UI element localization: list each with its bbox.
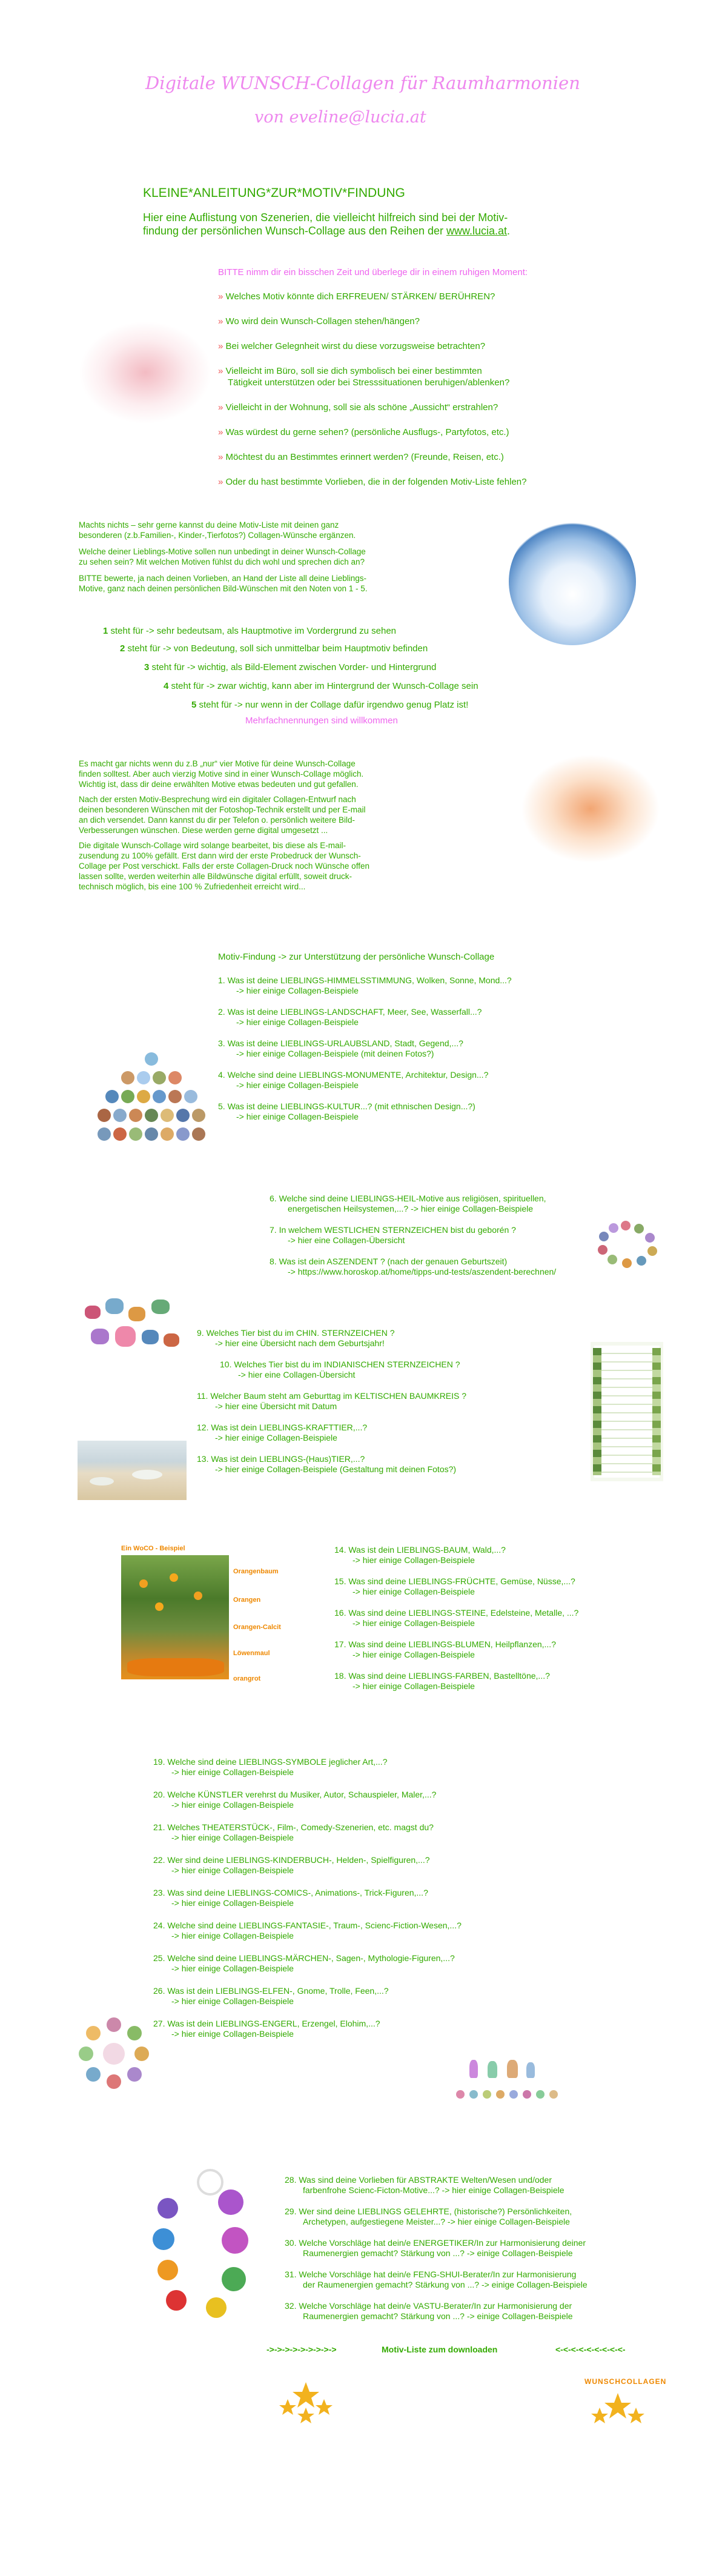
list-item: 17. Was sind deine LIEBLINGS-BLUMEN, Heilpflanzen,...? -> hier einige Collagen-Beispiele — [334, 1639, 674, 1660]
list-item: 1. Was ist deine LIEBLINGS-HIMMELSSTIMMUNG, Wolken, Sonne, Mond...? -> hier einige Collagen-Beispiele — [218, 975, 642, 996]
list-item: 3. Was ist deine LIEBLINGS-URLAUBSLAND, Stadt, Gegend,...? -> hier einige Collagen-Beispiele (mit deinen Fotos?) — [218, 1038, 642, 1059]
rating-2: 2 steht für -> von Bedeutung, soll sich unmittelbar beim Hauptmotiv befinden — [120, 643, 428, 654]
sky-globe-image — [509, 518, 636, 645]
list-item: 31. Welche Vorschläge hat dein/e FENG-SHUI-Berater/In zur Harmonisierung der Raumenergien gemacht? Stärkung von ...? -> einige Collagen-Beispiele — [285, 2269, 672, 2290]
icon-pyramid-image — [91, 1051, 212, 1154]
list-item: 27. Was ist dein LIEBLINGS-ENGERL, Erzengel, Elohim,...? -> hier einige Collagen-Beispiele — [153, 2019, 577, 2039]
list-item: 12. Was ist dein LIEBLINGS-KRAFTTIER,...? -> hier einige Collagen-Beispiele — [197, 1422, 584, 1443]
list-item: 8. Was ist dein ASZENDENT ? (nach der genauen Geburtszeit) -> https://www.horoskop.at/home/tipps-und-tests/aszendent-berechnen/ — [270, 1256, 669, 1277]
examples-link[interactable]: -> hier einige Collagen-Beispiele — [171, 1833, 294, 1842]
examples-link[interactable]: -> hier einige Collagen-Beispiele — [353, 1681, 475, 1691]
list-item: 22. Wer sind deine LIEBLINGS-KINDERBUCH-, Helden-, Spielfiguren,...? -> hier einige Collagen-Beispiele — [153, 1855, 577, 1876]
examples-link[interactable]: -> hier einige Collagen-Beispiele — [236, 986, 359, 995]
download-link[interactable]: Motiv-Liste zum downloaden — [382, 2345, 498, 2354]
examples-link[interactable]: -> hier einige Collagen-Beispiele — [353, 1618, 475, 1628]
list-item: 18. Was sind deine LIEBLINGS-FARBEN, Bastelltöne,...? -> hier einige Collagen-Beispiele — [334, 1671, 674, 1691]
examples-link[interactable]: -> hier eine Übersicht mit Datum — [215, 1401, 337, 1411]
horoskop-link[interactable]: -> https://www.horoskop.at/home/tipps-und-tests/aszendent-berechnen/ — [288, 1267, 557, 1276]
list-item: 16. Was sind deine LIEBLINGS-STEINE, Edelsteine, Metalle, ...? -> hier einige Collagen-Beispiele — [334, 1608, 674, 1628]
question-item: » Vielleicht im Büro, soll sie dich symbolisch bei einer bestimmten Tätigkeit unterstützen oder bei Stresssituationen beruhigen/ablenken? — [218, 366, 510, 388]
list-item: 13. Was ist dein LIEBLINGS-(Haus)TIER,...? -> hier einige Collagen-Beispiele (Gestaltung mit deinen Fotos?) — [197, 1454, 584, 1475]
examples-link[interactable]: -> hier einige Collagen-Beispiele — [353, 1587, 475, 1596]
question-item: » Was würdest du gerne sehen? (persönliche Ausflugs-, Partyfotos, etc.) — [218, 427, 509, 437]
list-item: 7. In welchem WESTLICHEN STERNZEICHEN bist du geborén ? -> hier eine Collagen-Übersicht — [270, 1225, 669, 1246]
woco-label: Löwenmaul — [233, 1650, 270, 1657]
motiv-list-c — [197, 1328, 584, 1475]
list-item: 23. Was sind deine LIEBLINGS-COMICS-, Animations-, Trick-Figuren,...? -> hier einige Collagen-Beispiele — [153, 1888, 577, 1908]
list-item: 26. Was ist dein LIEBLINGS-ELFEN-, Gnome, Trolle, Feen,...? -> hier einige Collagen-Beispiele — [153, 1986, 577, 2007]
questions-list — [218, 291, 690, 501]
examples-link[interactable]: -> hier einige Collagen-Beispiele — [171, 1996, 294, 2006]
header-email: von eveline@lucia.at — [254, 108, 426, 127]
rating-1: 1 steht für -> sehr bedeutsam, als Hauptmotive im Vordergrund zu sehen — [103, 626, 397, 636]
list-item: 10. Welches Tier bist du im INDIANISCHEN STERNZEICHEN ? -> hier eine Collagen-Übersicht — [197, 1359, 584, 1380]
page-title: KLEINE*ANLEITUNG*ZUR*MOTIV*FINDUNG — [143, 186, 405, 200]
list-item: 9. Welches Tier bist du im CHIN. STERNZEICHEN ? -> hier eine Übersicht nach dem Geburtsjahr! — [197, 1328, 584, 1349]
examples-link[interactable]: -> hier einige Collagen-Beispiele (mit deinen Fotos?) — [236, 1049, 434, 1058]
notes-block: Machts nichts – sehr gerne kannst du deine Motiv-Liste mit deinen ganz besonderen (z.b.Familien-, Kinder-,Tierfotos?) Collagen-Wünsche ergänzen. Welche deiner Lieblings-Motive sollen nun unbedingt in deiner Wunsch-Collage zu sehen sein? Mit welchen Motiven fühlst du dich wohl und sprechen dich an? BITTE bewerte, ja nach deinen Vorlieben, an Hand der Liste all deine Lieblings- Motive, ganz nach deinen persönlichen Bild-Wünschen mit den Noten von 1 - 5. — [79, 520, 368, 593]
question-item: » Oder du hast bestimmte Vorlieben, die in der folgenden Motiv-Liste fehlen? — [218, 477, 527, 487]
examples-link[interactable]: -> hier einige Collagen-Beispiele — [171, 2029, 294, 2039]
examples-link[interactable]: -> hier eine Collagen-Übersicht — [238, 1370, 356, 1379]
list-item: 15. Was sind deine LIEBLINGS-FRÜCHTE, Gemüse, Nüsse,...? -> hier einige Collagen-Beispiele — [334, 1576, 674, 1597]
examples-link[interactable]: energetischen Heilsystemen,...? -> hier einige Collagen-Beispiele — [288, 1204, 534, 1213]
list-item: 29. Wer sind deine LIEBLINGS GELEHRTE, (historische?) Persönlichkeiten, Archetypen, aufgestiegene Meister...? -> hier einige Collagen-Beispiele — [285, 2206, 672, 2227]
question-item: » Möchtest du an Bestimmtes erinnert werden? (Freunde, Reisen, etc.) — [218, 452, 504, 462]
list-item: 19. Welche sind deine LIEBLINGS-SYMBOLE jeglicher Art,...? -> hier einige Collagen-Beispiele — [153, 1757, 577, 1778]
lucia-link[interactable]: www.lucia.at — [446, 225, 508, 237]
motiv-list-a — [218, 975, 642, 1122]
examples-link[interactable]: -> hier einige Collagen-Beispiele — [171, 1800, 294, 1810]
question-item: » Bei welcher Gelegnheit wirst du diese vorzugsweise betrachten? — [218, 341, 486, 351]
woco-label: Orangen-Calcit — [233, 1624, 281, 1631]
list-item: 25. Welche sind deine LIEBLINGS-MÄRCHEN-, Sagen-, Mythologie-Figuren,...? -> hier einige Collagen-Beispiele — [153, 1953, 577, 1974]
list-item: 21. Welches THEATERSTÜCK-, Film-, Comedy-Szenerien, etc. magst du? -> hier einige Collagen-Beispiele — [153, 1822, 577, 1843]
celtic-tree-chart-image — [591, 1342, 663, 1481]
list-item: 32. Welche Vorschläge hat dein/e VASTU-Berater/In zur Harmonisierung der Raumenergien gemacht? Stärkung von ...? -> einige Collagen-Beispiele — [285, 2301, 672, 2322]
examples-link[interactable]: -> hier eine Übersicht nach dem Geburtsjahr! — [215, 1338, 385, 1348]
examples-link[interactable]: -> hier einige Collagen-Beispiele — [171, 1767, 294, 1777]
list-item: 4. Welche sind deine LIEBLINGS-MONUMENTE, Architektur, Design...? -> hier einige Collagen-Beispiele — [218, 1070, 642, 1090]
rating-3: 3 steht für -> wichtig, als Bild-Element zwischen Vorder- und Hintergrund — [144, 662, 437, 672]
woco-title: Ein WoCO - Beispiel — [121, 1545, 185, 1552]
question-item: » Vielleicht in der Wohnung, soll sie als schöne „Aussicht“ erstrahlen? — [218, 402, 498, 413]
chakra-symbols-image — [151, 2169, 266, 2320]
ratings-note: Mehrfachnennungen sind willkommen — [245, 715, 398, 726]
examples-link[interactable]: Archetypen, aufgestiegene Meister...? -> hier einige Collagen-Beispiele — [303, 2217, 570, 2226]
list-item: 6. Welche sind deine LIEBLINGS-HEIL-Motive aus religiösen, spirituellen, energetischen Heilsystemen,...? -> hier einige Collagen-Beispiele — [270, 1193, 669, 1214]
list-item: 20. Welche KÜNSTLER verehrst du Musiker, Autor, Schauspieler, Maler,...? -> hier einige Collagen-Beispiele — [153, 1790, 577, 1810]
woco-collage-image — [121, 1555, 229, 1679]
questions-lead: BITTE nimm dir ein bisschen Zeit und überlege dir in einem ruhigen Moment: — [218, 267, 528, 277]
flower-circle-image — [78, 2017, 150, 2090]
motiv-list-e — [153, 1757, 577, 2039]
list-item: 14. Was ist dein LIEBLINGS-BAUM, Wald,...? -> hier einige Collagen-Beispiele — [334, 1545, 674, 1565]
question-item: » Wo wird dein Wunsch-Collagen stehen/hängen? — [218, 316, 420, 327]
examples-link[interactable]: -> hier einige Collagen-Beispiele — [236, 1112, 359, 1121]
list-item: 2. Was ist deine LIEBLINGS-LANDSCHAFT, Meer, See, Wasserfall...? -> hier einige Collagen-Beispiele — [218, 1007, 642, 1027]
pink-cloud-image — [79, 321, 212, 424]
list-item: 28. Was sind deine Vorlieben für ABSTRAKTE Welten/Wesen und/oder farbenfrohe Scienc-Ficton-Motive...? -> hier einige Collagen-Beispiele — [285, 2175, 672, 2196]
list-item: 11. Welcher Baum steht am Geburttag im KELTISCHEN BAUMKREIS ? -> hier eine Übersicht mit Datum — [197, 1391, 584, 1412]
examples-link[interactable]: farbenfrohe Scienc-Ficton-Motive...? -> hier einige Collagen-Beispiele — [303, 2185, 564, 2195]
examples-link[interactable]: -> hier einige Collagen-Beispiele — [171, 1964, 294, 1973]
wunschcollagen-logo — [584, 2375, 667, 2429]
examples-link[interactable]: -> hier einige Collagen-Beispiele — [353, 1555, 475, 1565]
examples-link[interactable]: -> hier eine Collagen-Übersicht — [288, 1235, 405, 1245]
rating-5: 5 steht für -> nur wenn in der Collage dafür irgendwo genug Platz ist! — [191, 700, 469, 710]
examples-link[interactable]: Raumenergien gemacht? Stärkung von ...? -> einige Collagen-Beispiele — [303, 2311, 573, 2321]
beach-photo-image — [78, 1441, 187, 1500]
info-block: Es macht gar nichts wenn du z.B „nur“ vier Motive für deine Wunsch-Collage finden solltest. Aber auch vierzig Motive sind in einer Wunsch-Collage möglich. Wichtig ist, dass dir deine erwählten Motive etwas bedeuten und gut gefallen. Nach der ersten Motiv-Besprechung wird ein digitaler Collagen-Entwurf nach deinen besonderen Wünschen mit der Fotoshop-Technik erstellt und per E-mail an dich versendet. Dann kannst du dir per Telefon o. persönlich weitere Bild- Verbesserungen wünschen. Diese werden gerne digital umgesetzt ... Die digitale Wunsch-Collage wird solange bearbeitet, bis diese als E-mail- zusendung zu 100% gefällt. Erst dann wird der erste Probedruck der Wunsch- Collage per Post verschickt. Falls der erste Collagen-Druck noch Wünsche offen lassen sollte, werden weiterhin alle Bildwünsche digital erfüllt, soweit druck- technisch möglich, bis eine 100 % Zufriedenheit erreicht wird... — [79, 759, 369, 891]
zodiac-ring-image — [597, 1221, 663, 1269]
sunset-cloud-image — [521, 754, 660, 863]
examples-link[interactable]: der Raumenergien gemacht? Stärkung von ...? -> einige Collagen-Beispiele — [303, 2280, 588, 2289]
logo-text: WUNSCHCOLLAGEN — [584, 2377, 667, 2386]
examples-link[interactable]: -> hier einige Collagen-Beispiele — [236, 1080, 359, 1090]
motiv-list-title: Motiv-Findung -> zur Unterstützung der persönliche Wunsch-Collage — [218, 952, 495, 962]
rating-4: 4 steht für -> zwar wichtig, kann aber im Hintergrund der Wunsch-Collage sein — [164, 681, 478, 691]
intro-text: Hier eine Auflistung von Szenerien, die vielleicht hilfreich sind bei der Motiv- findung der persönlichen Wunsch-Collage aus den Reihen der www.lucia.at. — [143, 211, 511, 237]
motiv-list-d — [334, 1545, 674, 1691]
examples-link[interactable]: Raumenergien gemacht? Stärkung von ...? -> einige Collagen-Beispiele — [303, 2248, 573, 2258]
examples-link[interactable]: -> hier einige Collagen-Beispiele — [171, 1931, 294, 1940]
examples-link[interactable]: -> hier einige Collagen-Beispiele — [353, 1650, 475, 1659]
ornament-star-image — [276, 2381, 336, 2426]
woco-label: Orangenbaum — [233, 1568, 279, 1575]
elves-image — [451, 2060, 581, 2105]
examples-link[interactable]: -> hier einige Collagen-Beispiele — [215, 1433, 337, 1442]
list-item: 30. Welche Vorschläge hat dein/e ENERGETIKER/In zur Harmonisierung deiner Raumenergien gemacht? Stärkung von ...? -> einige Collagen-Beispiele — [285, 2238, 672, 2259]
question-item: » Welches Motiv könnte dich ERFREUEN/ STÄRKEN/ BERÜHREN? — [218, 291, 495, 302]
examples-link[interactable]: -> hier einige Collagen-Beispiele — [171, 1898, 294, 1908]
motiv-list-f — [285, 2175, 672, 2322]
chinese-zodiac-image — [79, 1293, 185, 1360]
examples-link[interactable]: -> hier einige Collagen-Beispiele — [171, 1865, 294, 1875]
woco-label: Orangen — [233, 1596, 261, 1604]
woco-label: orangrot — [233, 1675, 261, 1682]
examples-link[interactable]: -> hier einige Collagen-Beispiele — [236, 1017, 359, 1027]
list-item: 5. Was ist deine LIEBLINGS-KULTUR...? (mit ethnischen Design...?) -> hier einige Collagen-Beispiele — [218, 1101, 642, 1122]
examples-link[interactable]: -> hier einige Collagen-Beispiele (Gestaltung mit deinen Fotos?) — [215, 1464, 457, 1474]
header-title: Digitale WUNSCH-Collagen für Raumharmonien — [145, 73, 580, 93]
list-item: 24. Welche sind deine LIEBLINGS-FANTASIE-, Traum-, Scienc-Fiction-Wesen,...? -> hier einige Collagen-Beispiele — [153, 1920, 577, 1941]
download-arrows-right: <-<-<-<-<-<-<-<-<- — [555, 2345, 626, 2354]
download-arrows-left: ->->->->->->->->-> — [266, 2345, 337, 2354]
